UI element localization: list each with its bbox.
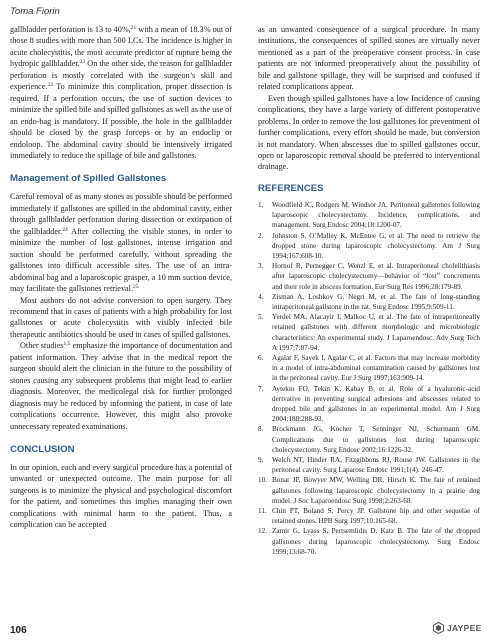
reference-item [258,506,480,526]
reference-item [258,231,480,262]
reference-number: 3. [258,262,264,271]
paragraph-conversion: Most authors do not advise conversion to open surgery. They recommend that in cases of patients with a high probability for lost gallstones or acute cholecystitis with visibly infected bile therapeutic antibiotics should be used in cases of spilled gallstones. [10,295,232,339]
citation: 24 [62,226,68,233]
reference-item [258,312,480,353]
left-column [10,24,232,531]
publisher-logo-icon [433,622,444,634]
page-number: 106 [10,625,27,636]
publisher-name: JAYPEE [447,623,482,633]
reference-item [258,424,480,455]
citation: 25 [133,284,139,291]
reference-text: Aytekin FO, Tekin K, Kabay B, et al. Role of a hyaluronic-acid derivative in preventing surgical adhesions and abscesses related to dropped bile and gallstones in an experimental model. Am J Surg 2004;188:288-93. [272,384,480,424]
reference-item [258,353,480,384]
reference-text: Chin PT, Boland S, Percy JP. Gallstone hip and other sequelae of retained stones. HPB Surg 1997;10:165-68. [272,506,480,526]
reference-number: 1. [258,200,264,209]
citation: 1,5 [63,341,71,348]
reference-text: Bonar JP, Bowyer MW, Welling DR, Hirsch K. The fate of retained gallstones following laparoscopic cholecystectomy in a prairie dog model. J Soc Laparoendosc Surg 1998;2:263-68. [272,476,480,505]
paragraph-complications: Even though spilled gallstones have a low Incidence of causing complications, they have a large variety of different postoperative problems. In order to remove the lost gallstones for preventment of further complications, every effort should be made, but conversion is not mandatory. When abscesses due to spilled gallstones occur, open or laparoscopic removal should be preferred to interventional drainage. [258,93,480,172]
reference-item [258,261,480,292]
reference-number: 4. [258,292,264,301]
reference-item [258,455,480,475]
reference-list [258,200,480,557]
reference-number: 12. [258,527,267,536]
reference-text: Agalar F, Sayek I, Agalar C, et al. Factors that may increase morbidity in a model of intra-abdominal contamination caused by gallstones lost in the peritoneal cavity. Eur J Surg 1997;163:909-14. [272,353,480,383]
reference-item [258,475,480,506]
reference-text: Hornof R, Pernegger C, Wenzl E, et al. Intraperitoneal cholelithiasis after laparoscopic cholecystectomy—behavior of “lost” concrements and their role in abscess formation. Eur Surg Res 1996;28:179-89. [272,262,480,291]
reference-number: 8. [258,425,264,434]
reference-number: 9. [258,455,264,464]
reference-text: Woodfield JC, Rodgers M, Windsor JA. Peritoneal gallstones following laparoscopic cholecystectomy. Incidence, complications, and management. Surg Endosc 2004;18:1200-07. [272,200,480,230]
paragraph-removal: Careful removal of as many stones as possible should be performed immediately if gallstones are spilled in the abdominal cavity, either through gallbladder perforation during dissection or extirpation of the gallbladder.$^{24}$ After collecting the visible stones, in order to minimize the number of lost gallstones, intense irrigation and suction should be performed carefully, without spreading the gallstones into difficult accessible sites. The use of an intra-abdominal bag and a laparoscopic grasper, a 10 mm suction device, may facilitate the gallstones retrieval.$^{25}$ [10,192,232,294]
reference-item [258,384,480,425]
running-head: Toma Fiorin [10,6,60,17]
reference-item [258,200,480,231]
reference-text: Brockmann JG, Kocher T, Senninger NJ, Schurmann GM. Complications due to gallstones lost during laparoscopic cholecystectomy. Surg Endosc 2002;16:1226-32. [272,425,480,454]
reference-text: Welch NT, Hinder RA, Fitzgibbons RJ, Rouse JW. Gallstones in the peritoneal cavity. Surg Laparosc Endosc 1991;1(4): 246-47. [272,455,480,475]
reference-number: 10. [258,476,267,485]
reference-number: 11. [258,506,267,515]
section-heading-management: Management of Spilled Gallstones [10,173,167,185]
reference-number: 6. [258,353,264,362]
reference-text: Zisman A, Loshkov G, Negri M, et al. The fate of long-standing intraperitoneal gallstone in the rat. Surg Endosc 1995;9:509-11. [272,292,480,311]
reference-text: Johnston S, O’Malley K, McEntee G, et al. The need to retrieve the dropped stone during laparoscopic cholecystectomy. Am J Surg 1994;167:608-10. [272,231,480,260]
citation: 22 [47,82,53,89]
paragraph-perforation: gallbladder perforation is 13 to 40%,$^{21}$ with a mean of 18.3% out of those 8 studies with more than 500 LCs. The incidence is higher in acute cholecystitis, the most accurate predictor of rupture being the hydropic gallbladder.$^{23}$ On the other side, the reason for gallbladder perforation is mostly correlated with the surgeon’s skill and experience.$^{22}$ To minimize this complication, proper dissection is required. If a perforation occurs, the use of suction devices to minimize the spilled bile and spilled gallstones as well as the use of an endo-bag is mandatory. If possible, the hole in the gallbladder should be closed by the grasp forceps or by an endoclip or endoloop. The abdominal cavity should be intensively irrigated immediately to reduce the spillage of bile and gallstones. [10,25,233,160]
citation: 23 [79,59,86,66]
reference-number: 2. [258,231,264,240]
reference-item [258,292,480,312]
reference-text: Zamir G, Lyass S, Pertsemlidis D, Katz B. The fate of the dropped gallstones during laparoscopic cholecystectomy. Surg Endosc 1999;13:68-70. [272,527,480,556]
paragraph-conclusion: In our opinion, each and every surgical procedure has a potential of unwanted or unexpected outcome. The main purpose for all surgeons is to minimize the physical and psychological discomfort for the patient, and sometimes this implies managing their own complications with minimal harm to the patient. Thus, a complication can be accepted [10,462,232,530]
paragraph-documentation: Other studies$^{1,5}$ emphasize the importance of documentation and patient information. They advise that in the medical report the surgeon should alert the clinician in the future to the possibility of stones causing any subsequent problems that might lead to earlier diagnosis. Moreover, the medicolegal risk for further prolonged diagnosis may be reduced by informing the patient, in case of late complications occurrence. However, this might also provoke unnecessary repeated examinations. [10,341,233,431]
reference-text: Yerdel MA, Alacayir I, Malkoc U, et al. The fate of intraperitoneally retained gallstones with different morphologic and microbiologic characteristics: An experimental study. J Laparoendosc. Adv Surg Tech A 1997;7:87-94. [272,313,480,352]
section-heading-references: REFERENCES [258,182,324,194]
reference-item [258,526,480,557]
publisher-logo [433,620,485,636]
citation: 21 [130,25,137,31]
section-heading-conclusion: CONCLUSION [10,443,75,455]
paragraph-consent: as an unwanted consequence of a surgical procedure. In many institutions, the consequences of spilled stones are virtually never mentioned as a part of the preoperative consent process. In case patients are not informed preoperatively about the possibility of bile and gallstone spillage, they will be surprised and confused if related complications appear. [258,25,480,92]
right-column [258,24,480,557]
reference-number: 5. [258,313,264,322]
reference-number: 7. [258,384,264,393]
